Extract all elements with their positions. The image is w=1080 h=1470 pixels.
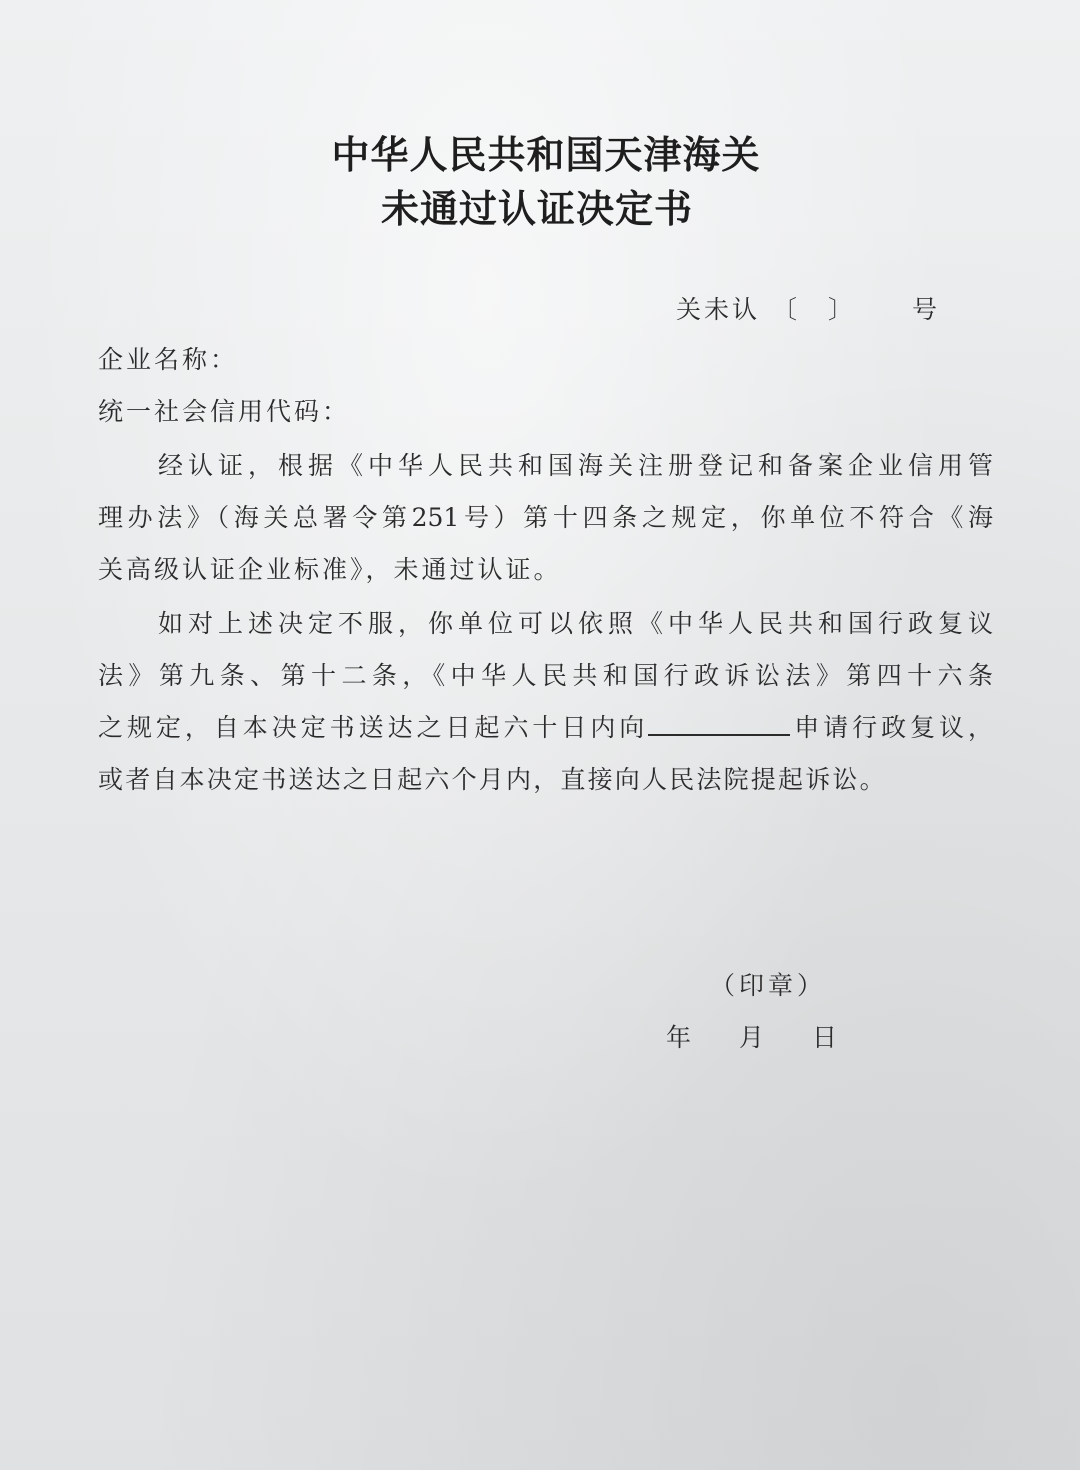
paragraph2-line4: 或者自本决定书送达之日起六个月内，直接向人民法院提起诉讼。 bbox=[98, 765, 887, 794]
paragraph2-line1: 如对上述决定不服，你单位可以依照《中华人民共和国行政复议 bbox=[158, 609, 993, 638]
document-title: 中华人民共和国天津海关 bbox=[331, 133, 761, 177]
paragraph2-line3 bbox=[98, 708, 993, 744]
paragraph2-line3-start: 之规定，自本决定书送达之日起六十日内向 bbox=[98, 713, 649, 742]
doc-number-bracket-open: 〔 bbox=[772, 295, 801, 324]
doc-number-suffix: 号 bbox=[912, 295, 941, 324]
paragraph1-line1: 经认证，根据《中华人民共和国海关注册登记和备案企业信用管 bbox=[158, 451, 993, 480]
paragraph2-line2: 法》第九条、第十二条，《中华人民共和国行政诉讼法》第四十六条 bbox=[98, 661, 993, 690]
paragraph2-line3-end: 申请行政复议， bbox=[790, 713, 993, 742]
doc-number-prefix: 关未认 bbox=[676, 295, 761, 324]
document-number bbox=[676, 290, 940, 326]
paragraph1-line2: 理办法》（海关总署令第251号）第十四条之规定，你单位不符合《海 bbox=[98, 503, 993, 532]
review-authority-blank bbox=[648, 714, 790, 736]
date-day: 日 bbox=[812, 1023, 838, 1052]
doc-number-bracket-close: 〕 bbox=[828, 295, 857, 324]
credit-code-label: 统一社会信用代码： bbox=[98, 397, 351, 426]
date-year: 年 bbox=[666, 1023, 692, 1052]
date-month: 月 bbox=[739, 1023, 765, 1052]
date-line bbox=[666, 1018, 837, 1054]
paragraph1-line3: 关高级认证企业标准》，未通过认证。 bbox=[98, 555, 562, 584]
company-name-label: 企业名称： bbox=[98, 345, 239, 374]
document-subtitle: 未通过认证决定书 bbox=[380, 187, 693, 231]
seal-label: （印章） bbox=[710, 971, 827, 1000]
